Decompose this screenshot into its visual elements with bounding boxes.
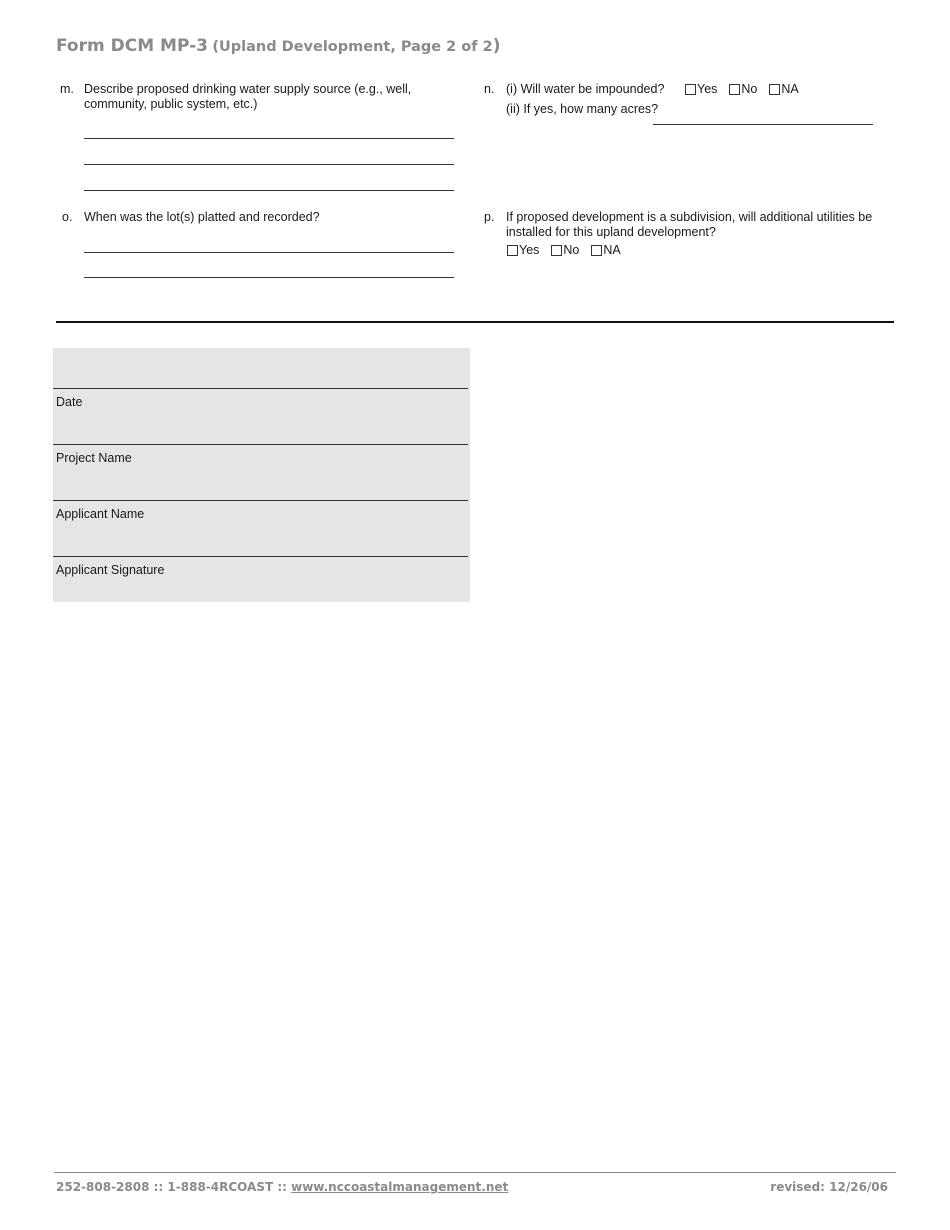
applicant-signature-line — [53, 556, 468, 557]
footer-revised: revised: 12/26/06 — [770, 1180, 888, 1194]
form-id: Form DCM MP-3 — [56, 36, 209, 56]
project-name-row — [53, 444, 468, 465]
option-n-na[interactable] — [769, 82, 798, 96]
date-line — [53, 388, 468, 389]
option-n-na-label: NA — [781, 82, 799, 96]
answer-line-m-2[interactable] — [84, 164, 454, 165]
answer-line-n-acres[interactable] — [653, 124, 873, 125]
question-n-options — [685, 82, 811, 96]
answer-line-o-1[interactable] — [84, 252, 454, 253]
project-name-input[interactable] — [56, 410, 461, 440]
applicant-name-row — [53, 500, 468, 521]
option-n-no[interactable] — [729, 82, 757, 96]
applicant-signature-label: Applicant Signature — [56, 563, 165, 577]
option-p-no-label: No — [563, 243, 580, 257]
date-row — [53, 388, 468, 409]
question-o-letter: o. — [62, 210, 73, 224]
question-p-options — [507, 243, 633, 257]
question-m-line1: Describe proposed drinking water supply source (e.g., well, — [84, 82, 412, 96]
applicant-signature-input[interactable] — [56, 522, 461, 552]
option-p-yes-label: Yes — [519, 243, 540, 257]
section-divider — [56, 321, 894, 323]
checkbox-p-no[interactable] — [551, 245, 562, 256]
option-n-no-label: No — [741, 82, 758, 96]
question-n-part-i: (i) Will water be impounded? — [506, 82, 665, 96]
question-o-text: When was the lot(s) platted and recorded? — [84, 210, 320, 224]
answer-line-o-2[interactable] — [84, 277, 454, 278]
option-p-na-label: NA — [603, 243, 621, 257]
applicant-name-label: Applicant Name — [56, 507, 145, 521]
footer-contact — [56, 1180, 508, 1194]
option-p-na[interactable] — [591, 243, 620, 257]
footer-phones: 252-808-2808 :: 1-888-4RCOAST :: — [56, 1180, 292, 1194]
option-n-yes[interactable] — [685, 82, 717, 96]
project-name-label: Project Name — [56, 451, 132, 465]
applicant-name-input[interactable] — [56, 466, 461, 496]
form-subtitle-close: ) — [492, 36, 501, 56]
checkbox-p-na[interactable] — [591, 245, 602, 256]
option-n-yes-label: Yes — [697, 82, 718, 96]
question-m-letter: m. — [60, 82, 74, 96]
applicant-signature-row — [53, 556, 468, 577]
form-subtitle: (Upland Development, Page 2 of 2 — [212, 39, 493, 55]
project-name-line — [53, 444, 468, 445]
checkbox-p-yes[interactable] — [507, 245, 518, 256]
answer-line-m-1[interactable] — [84, 138, 454, 139]
date-input[interactable] — [56, 354, 461, 384]
question-p-letter: p. — [484, 210, 495, 224]
applicant-name-line — [53, 500, 468, 501]
question-n-part-ii: (ii) If yes, how many acres? — [506, 102, 659, 116]
footer-website-link[interactable]: www.nccoastalmanagement.net — [291, 1180, 509, 1194]
question-n-letter: n. — [484, 82, 495, 96]
question-p-line2: installed for this upland development? — [506, 225, 716, 239]
checkbox-n-yes[interactable] — [685, 84, 696, 95]
answer-line-m-3[interactable] — [84, 190, 454, 191]
option-p-no[interactable] — [551, 243, 579, 257]
checkbox-n-no[interactable] — [729, 84, 740, 95]
question-m-line2: community, public system, etc.) — [84, 97, 258, 111]
question-p-text — [506, 210, 872, 240]
checkbox-n-na[interactable] — [769, 84, 780, 95]
signature-block — [53, 348, 470, 602]
question-p-line1: If proposed development is a subdivision, will additional utilities be — [506, 210, 873, 224]
form-header — [56, 36, 501, 56]
option-p-yes[interactable] — [507, 243, 539, 257]
footer-divider — [54, 1172, 896, 1173]
question-m-text — [84, 82, 411, 112]
date-label: Date — [56, 395, 83, 409]
